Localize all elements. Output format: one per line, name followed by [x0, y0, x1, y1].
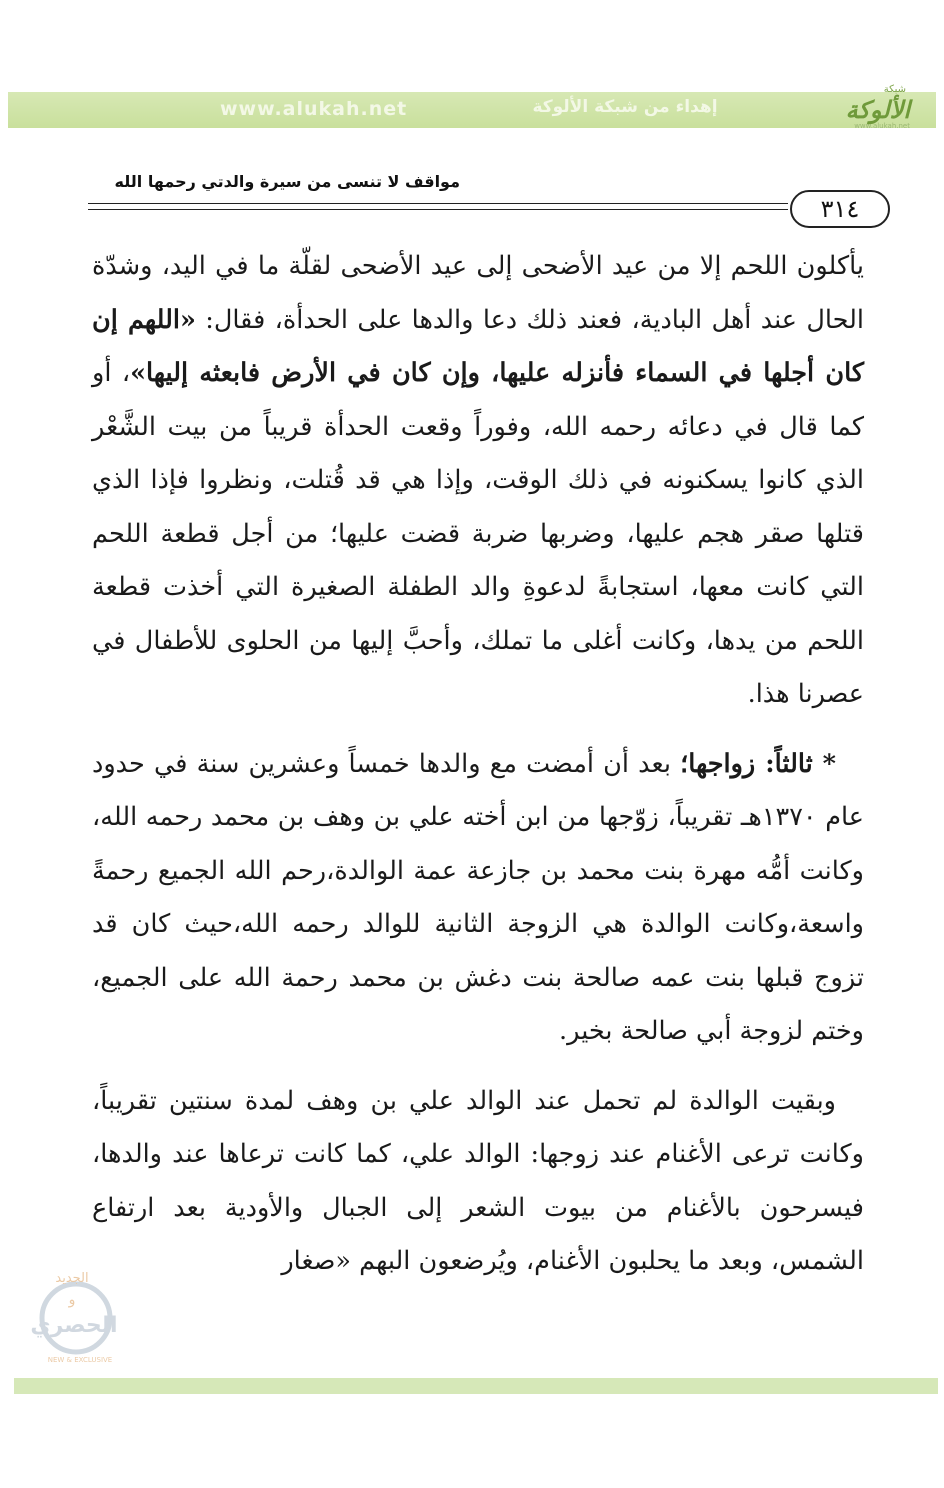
site-url[interactable]: www.alukah.net — [220, 98, 408, 120]
header-rule — [88, 209, 788, 210]
stamp-line4: NEW & EXCLUSIVE — [47, 1356, 113, 1364]
prayer-quote: «اللهم إن كان أجلها في السماء فأنزله عليها، وإن كان في الأرض فابعثه إليها» — [92, 304, 864, 388]
logo-url-text: www.alukah.net — [854, 122, 910, 130]
page-number: ٣١٤ — [790, 190, 890, 228]
paragraph-text: ، أو كما قال في دعائه رحمه الله، وفوراً وقعت الحدأة قريباً من بيت الشَّعْر الذي كانوا يسكنونه في ذلك الوقت، وإذا هي قد قُتلت، ونظروا فإذا الذي قتلها صقر هجم عليها، وضربها ضربة قضت عليها؛ من أجل قطعة اللحم التي كانت معها، استجابةً لدعوةِ والد الطفلة الصغيرة التي أخذت قطعة اللحم من يدها، وكانت أغلى ما تملك، وأحبَّ إليها من الحلوى للأطفال في عصرنا هذا. — [92, 358, 864, 709]
site-header-band — [8, 92, 936, 128]
section-heading: * ثالثاً: زواجها؛ — [680, 748, 836, 779]
paragraph-text: وبقيت الوالدة لم تحمل عند الوالد علي بن وهف لمدة سنتين تقريباً، وكانت ترعى الأغنام عند زوجها: الوالد علي، كما كانت ترعاها عند والدها، فيسرحون بالأغنام من بيوت الشعر إلى الجبال والأودية بعد ارتفاع الشمس، وبعد ما يحلبون الأغنام، ويُرضعون البهم «صغار — [92, 1085, 864, 1276]
text-line: يأكلون اللحم إلا من عيد الأضحى إلى عيد الأضحى لقلّة ما في اليد، — [161, 251, 864, 281]
logo-main-text: الألوكة — [845, 96, 910, 124]
stamp-line2: و — [68, 1292, 76, 1308]
footer-band — [14, 1378, 938, 1394]
running-title: مواقف لا تنسى من سيرة والدتي رحمها الله — [114, 172, 460, 191]
stamp-line1: الجديد — [55, 1271, 89, 1286]
stamp-line3: الحصري — [30, 1313, 118, 1338]
logo-top-text: شبكة — [883, 84, 906, 95]
text-line: وشدّة الحال عند أهل البادية، فعند ذلك دعا والدها على الحدأة، فقال: — [92, 251, 864, 335]
paragraph-text: بعد أن أمضت مع والدها خمساً وعشرين سنة في حدود عام ١٣٧٠هـ تقريباً، زوّجها من ابن أخته علي بن وهف بن محمد رحمه الله، وكانت أمُّه مهرة بنت محمد بن جازعة عمة الوالدة،رحم الله الجميع رحمةً واسعة،وكانت الوالدة هي الزوجة الثانية للوالد رحمه الله،حيث كان قد تزوج قبلها بنت عمه صالحة بنت دغش بن محمد رحمة الله على الجميع، وختم لزوجة أبي صالحة بخير. — [92, 748, 865, 1046]
site-gift-text: إهداء من شبكة الألوكة — [532, 97, 718, 117]
paragraph — [92, 1075, 864, 1289]
body-text — [92, 240, 864, 1289]
paragraph — [92, 240, 864, 722]
header-rule — [88, 203, 788, 204]
stamp-graphic — [28, 1262, 146, 1366]
paragraph — [92, 738, 864, 1059]
new-exclusive-stamp — [28, 1262, 146, 1366]
alukah-logo[interactable] — [818, 84, 920, 136]
